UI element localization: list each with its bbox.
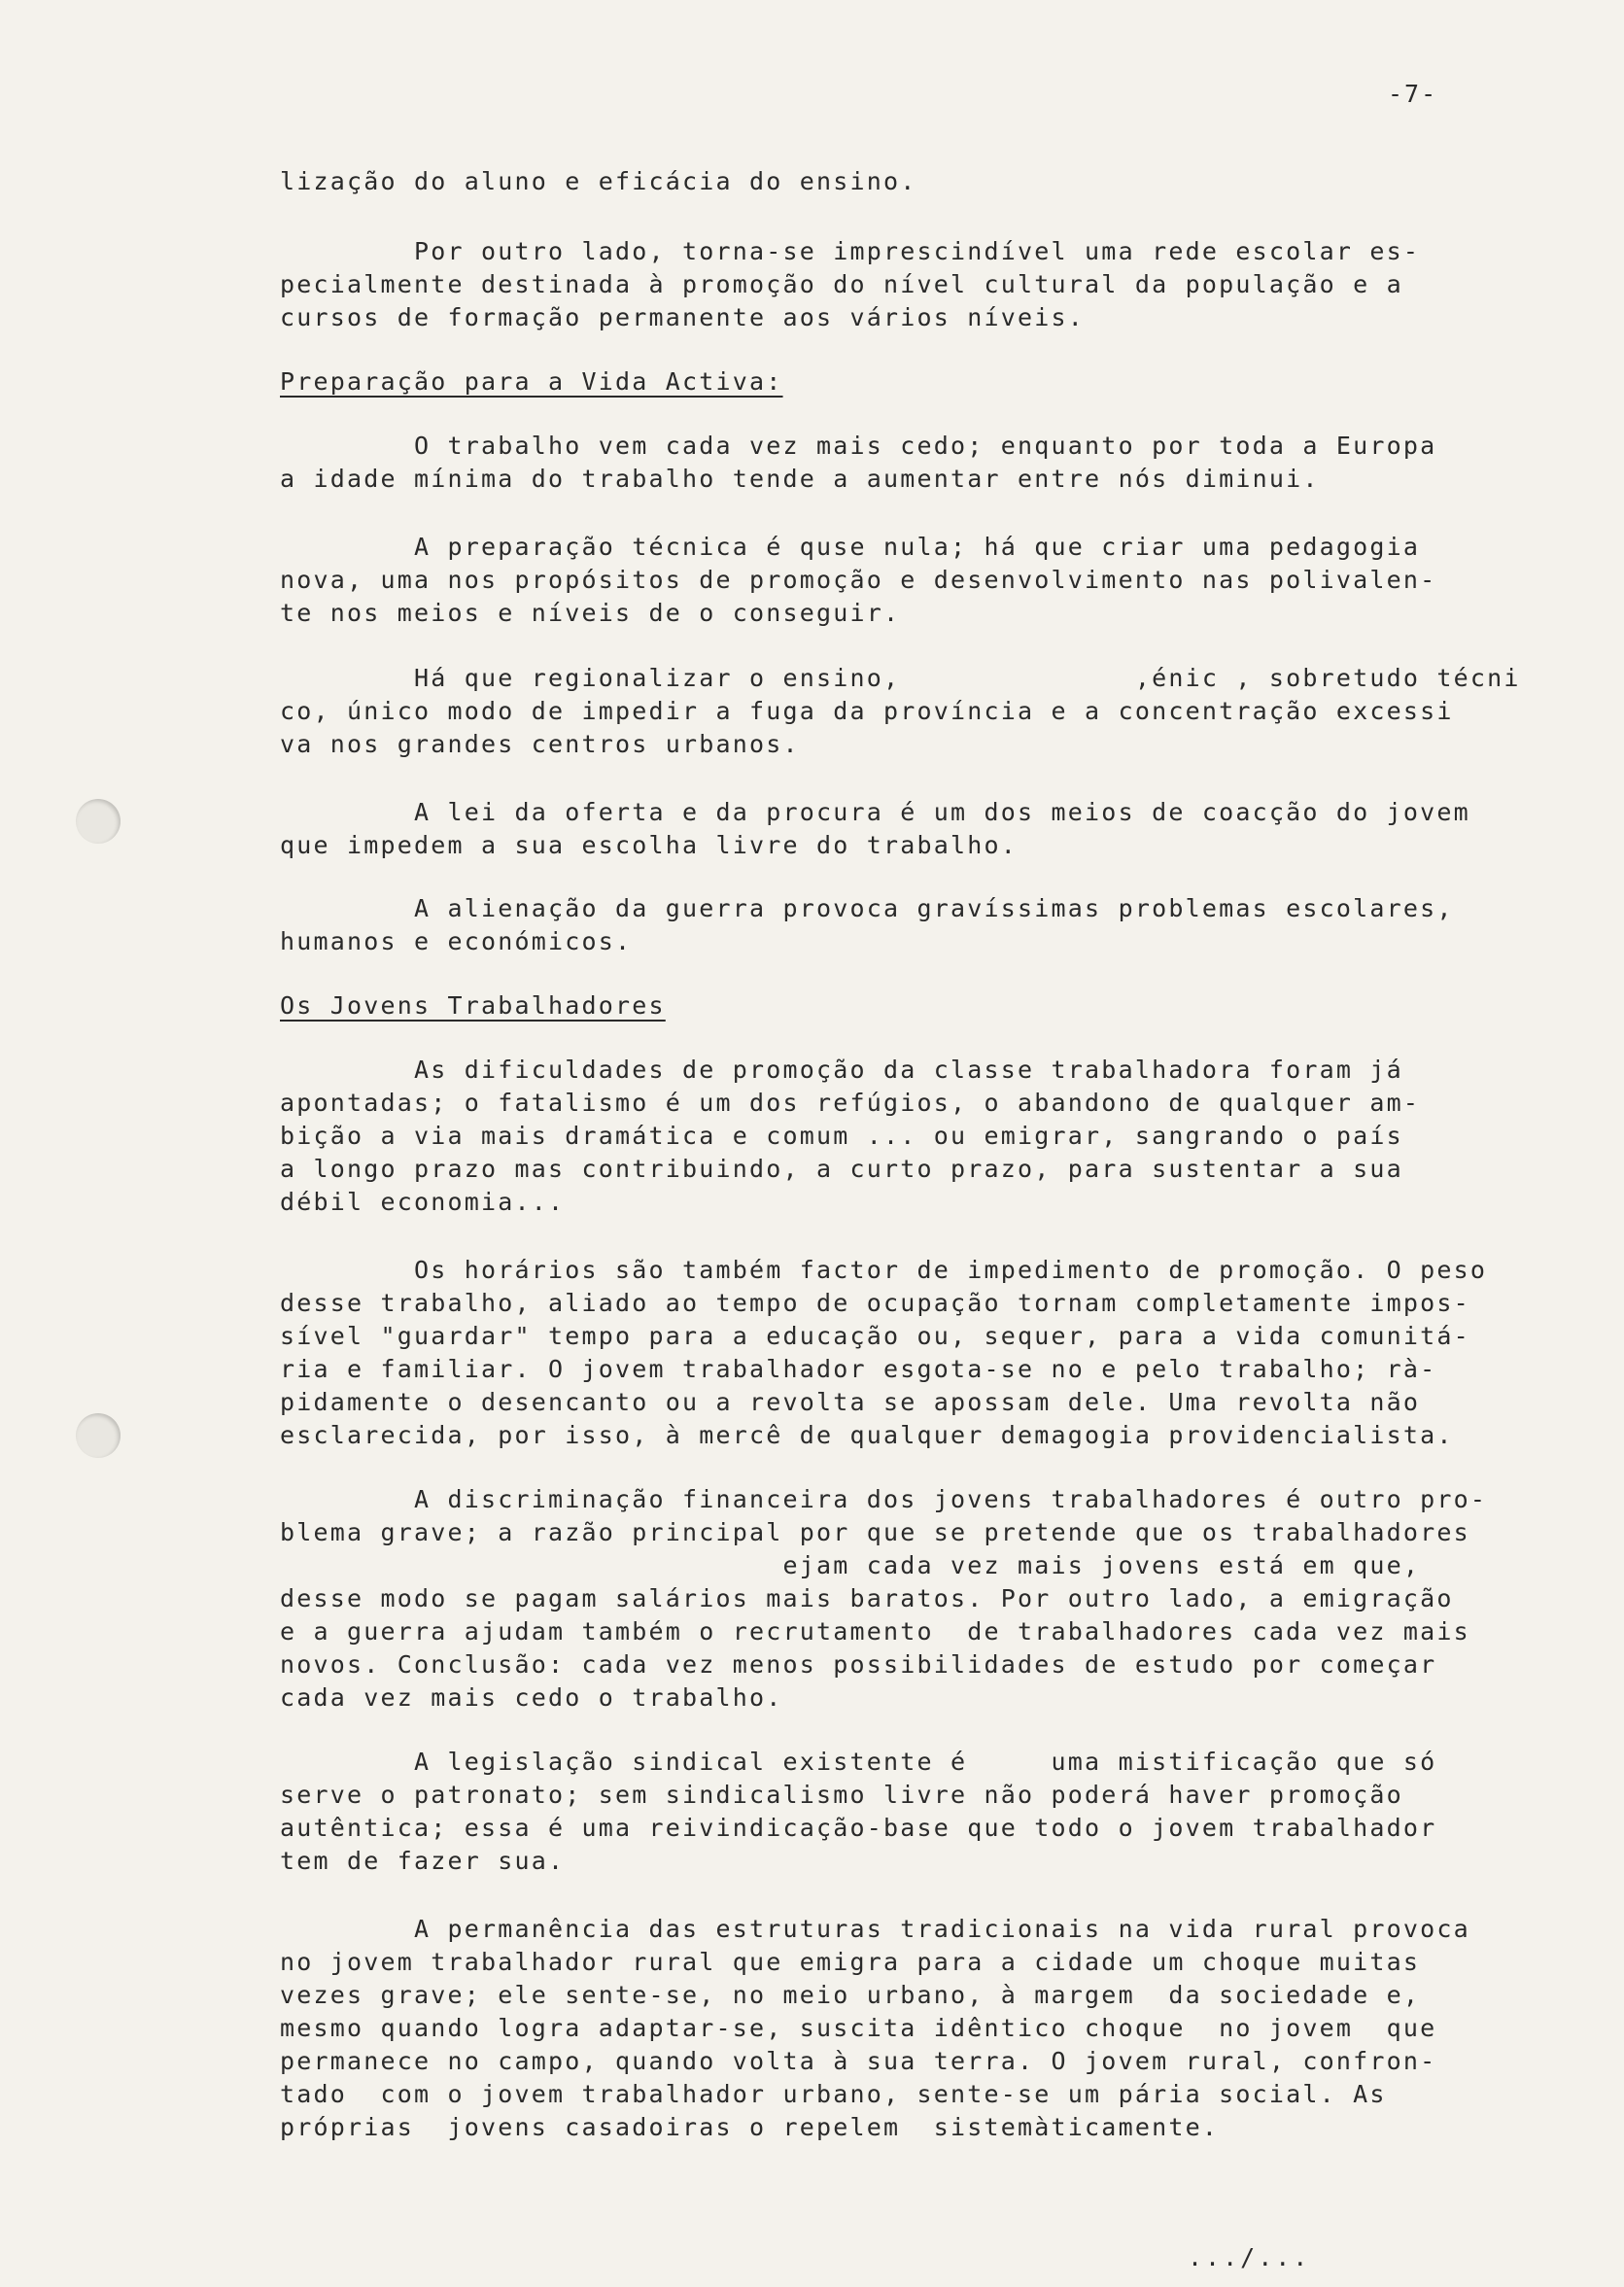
page-number: -7- — [1388, 80, 1438, 108]
paragraph-line: a longo prazo mas contribuindo, a curto prazo, para sustentar a sua — [280, 1155, 1403, 1183]
paragraph-line: A permanência das estruturas tradicionais na vida rural provoca — [280, 1915, 1470, 1943]
paragraph-line: que impedem a sua escolha livre do trabalho. — [280, 831, 1019, 859]
paragraph-line: tado com o jovem trabalhador urbano, sente-se um pária social. As — [280, 2080, 1387, 2108]
paragraph-line: Os horários são também factor de impedimento de promoção. O peso — [280, 1256, 1488, 1284]
paragraph-line: co, único modo de impedir a fuga da província e a concentração excessi — [280, 697, 1454, 725]
paragraph-line: autêntica; essa é uma reivindicação-base que todo o jovem trabalhador — [280, 1814, 1437, 1842]
punch-hole — [76, 799, 121, 844]
paragraph-line: desse trabalho, aliado ao tempo de ocupação tornam completamente impos- — [280, 1289, 1470, 1317]
paragraph-line: permanece no campo, quando volta à sua terra. O jovem rural, confron- — [280, 2047, 1437, 2075]
paragraph-line: cada vez mais cedo o trabalho. — [280, 1683, 783, 1712]
paragraph-line: va nos grandes centros urbanos. — [280, 730, 800, 758]
paragraph-line: débil economia... — [280, 1188, 566, 1216]
paragraph-line: bição a via mais dramática e comum ... ou emigrar, sangrando o país — [280, 1122, 1403, 1150]
paragraph-line: Por outro lado, torna-se imprescindível uma rede escolar es- — [280, 237, 1421, 265]
paragraph-line: vezes grave; ele sente-se, no meio urbano, à margem da sociedade e, — [280, 1981, 1421, 2009]
paragraph-line: humanos e económicos. — [280, 927, 633, 955]
paragraph-line: pidamente o desencanto ou a revolta se apossam dele. Uma revolta não — [280, 1388, 1421, 1416]
paragraph-line: A preparação técnica é quse nula; há que criar uma pedagogia — [280, 533, 1421, 561]
paragraph-line: Há que regionalizar o ensino, ,énic , sobretudo técni — [280, 664, 1521, 692]
paragraph-line: no jovem trabalhador rural que emigra para a cidade um choque muitas — [280, 1948, 1421, 1976]
paragraph-line: próprias jovens casadoiras o repelem sistemàticamente. — [280, 2113, 1220, 2141]
paragraph-line: te nos meios e níveis de o conseguir. — [280, 599, 901, 627]
paragraph-line: desse modo se pagam salários mais baratos. Por outro lado, a emigração — [280, 1584, 1454, 1612]
paragraph-line: A lei da oferta e da procura é um dos meios de coacção do jovem — [280, 798, 1470, 826]
paragraph-line: ejam cada vez mais jovens está em que, — [280, 1551, 1421, 1579]
paragraph-line: pecialmente destinada à promoção do nível cultural da população e a — [280, 270, 1403, 298]
paragraph-line: apontadas; o fatalismo é um dos refúgios, o abandono de qualquer am- — [280, 1089, 1421, 1117]
paragraph-line: ria e familiar. O jovem trabalhador esgota-se no e pelo trabalho; rà- — [280, 1355, 1437, 1383]
paragraph-line: cursos de formação permanente aos vários níveis. — [280, 303, 1086, 331]
paragraph-line: O trabalho vem cada vez mais cedo; enquanto por toda a Europa — [280, 432, 1437, 460]
paragraph-line: novos. Conclusão: cada vez menos possibilidades de estudo por começar — [280, 1650, 1437, 1679]
paragraph-line: mesmo quando logra adaptar-se, suscita idêntico choque no jovem que — [280, 2014, 1437, 2042]
paragraph-line: sível "guardar" tempo para a educação ou, sequer, para a vida comunitá- — [280, 1322, 1470, 1350]
paragraph-line: blema grave; a razão principal por que se pretende que os trabalhadores — [280, 1518, 1470, 1546]
paragraph-line: a idade mínima do trabalho tende a aumentar entre nós diminui. — [280, 465, 1320, 493]
continuation-mark: .../... — [1188, 2243, 1311, 2271]
paragraph-line: e a guerra ajudam também o recrutamento de trabalhadores cada vez mais — [280, 1617, 1470, 1646]
paragraph-line: A legislação sindical existente é uma mistificação que só — [280, 1748, 1437, 1776]
section-heading: Os Jovens Trabalhadores — [280, 991, 666, 1020]
paragraph-line: tem de fazer sua. — [280, 1847, 566, 1875]
paragraph-line: esclarecida, por isso, à mercê de qualquer demagogia providencialista. — [280, 1421, 1454, 1449]
paragraph-line: nova, uma nos propósitos de promoção e desenvolvimento nas polivalen- — [280, 566, 1437, 594]
paragraph-line: A alienação da guerra provoca gravíssimas problemas escolares, — [280, 894, 1454, 922]
paragraph-line: As dificuldades de promoção da classe trabalhadora foram já — [280, 1056, 1403, 1084]
punch-hole — [76, 1413, 121, 1458]
paragraph-line: serve o patronato; sem sindicalismo livre não poderá haver promoção — [280, 1781, 1403, 1809]
paragraph-line: A discriminação financeira dos jovens trabalhadores é outro pro- — [280, 1485, 1488, 1513]
section-heading: Preparação para a Vida Activa: — [280, 367, 783, 396]
text-line: lização do aluno e eficácia do ensino. — [280, 167, 917, 195]
